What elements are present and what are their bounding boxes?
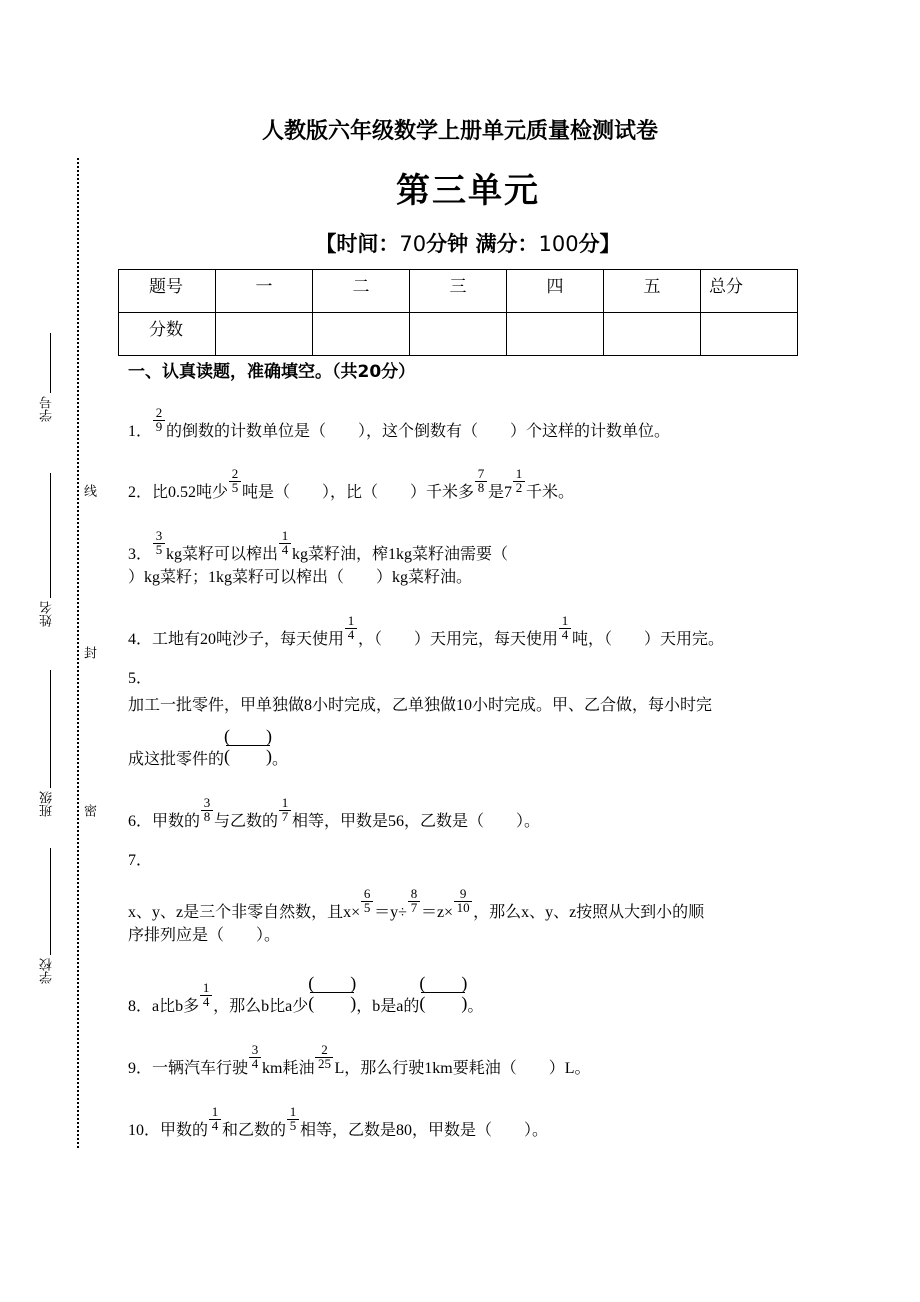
label-name: 姓名 <box>40 601 55 627</box>
unit-title: 第三单元 <box>396 171 540 211</box>
numerator: 3 <box>203 795 211 810</box>
denominator: 5 <box>155 542 163 557</box>
question-text: ，（ ）天用完，每天使用 <box>358 631 559 648</box>
header-cell: 二 <box>313 270 410 313</box>
question-9 <box>128 1042 591 1079</box>
score-cell[interactable] <box>701 313 798 356</box>
question-10 <box>128 1104 549 1141</box>
fraction <box>152 405 166 436</box>
question-text: L，那么行驶1km要耗油（ ）L。 <box>334 1060 591 1077</box>
fraction <box>474 466 488 497</box>
blank-fraction[interactable] <box>224 726 273 766</box>
header-cell: 三 <box>410 270 507 313</box>
numerator: 1 <box>281 528 289 543</box>
question-text: ，b是a的 <box>356 998 420 1015</box>
question-text: 吨是（ ），比（ ）千米多 <box>242 484 475 501</box>
fraction <box>314 1042 334 1073</box>
denominator: 4 <box>202 994 210 1009</box>
time-suffix: 分】 <box>578 232 621 256</box>
full-score: 100 <box>538 232 579 256</box>
question-text: 吨，（ ）天用完。 <box>572 631 725 648</box>
score-cell[interactable] <box>604 313 701 356</box>
question-number: 1． <box>128 423 153 440</box>
score-cell[interactable] <box>216 313 313 356</box>
label-school: 学校 <box>40 958 55 984</box>
numerator: 3 <box>251 1042 259 1057</box>
question-text: 千米。 <box>526 484 575 501</box>
question-text: 。 <box>467 998 484 1015</box>
question-text: 6．甲数的 <box>128 813 201 830</box>
question-text: 。 <box>272 751 289 768</box>
question-5-line-1: 加工一批零件，甲单独做8小时完成，乙单独做10小时完成。甲、乙合做，每小时完 <box>128 697 713 714</box>
question-text: ＝y÷ <box>374 904 407 921</box>
denominator: 9 <box>155 419 163 434</box>
denominator: 4 <box>251 1056 259 1071</box>
fraction <box>344 613 358 644</box>
time-minutes: 70 <box>399 232 427 256</box>
score-label-cell: 分数 <box>119 313 216 356</box>
fraction <box>248 1042 262 1073</box>
question-text: 2．比0.52吨少 <box>128 484 229 501</box>
numerator: 1 <box>347 613 355 628</box>
question-1 <box>128 405 671 442</box>
question-text: ，那么b比a少 <box>213 998 309 1015</box>
time-prefix: 【时间： <box>315 232 400 256</box>
blank-numerator: ( ) <box>419 973 468 993</box>
blank-fraction[interactable] <box>419 973 468 1013</box>
denominator: 25 <box>317 1056 331 1071</box>
section-heading: 一、认真读题，准确填空。（共20分） <box>128 362 416 382</box>
numerator: 3 <box>155 528 163 543</box>
header-cell: 一 <box>216 270 313 313</box>
time-score-info <box>0 228 920 258</box>
question-text: 和乙数的 <box>222 1122 287 1139</box>
denominator: 4 <box>211 1118 219 1133</box>
fraction <box>278 795 292 826</box>
question-text: 相等，甲数是56，乙数是（ ）。 <box>292 813 541 830</box>
question-text: 8．a比b多 <box>128 998 200 1015</box>
question-text: km耗油 <box>262 1060 315 1077</box>
question-7-line-2: 序排列应是（ ）。 <box>128 927 281 944</box>
seal-char-line: 线 <box>81 484 96 497</box>
numerator: 2 <box>231 466 239 481</box>
score-table <box>118 269 798 356</box>
numerator: 1 <box>202 980 210 995</box>
fraction <box>152 528 166 559</box>
blank-numerator: ( ) <box>224 726 273 746</box>
denominator: 8 <box>477 480 485 495</box>
question-8 <box>128 973 484 1017</box>
numerator: 1 <box>561 613 569 628</box>
question-5-line-2 <box>128 726 289 770</box>
denominator: 8 <box>203 809 211 824</box>
question-3 <box>128 528 509 565</box>
numerator: 1 <box>289 1104 297 1119</box>
class-line <box>50 670 51 788</box>
numerator: 8 <box>410 886 418 901</box>
fraction <box>407 886 421 917</box>
fraction <box>200 795 214 826</box>
blank-denominator: ( ) <box>224 746 273 766</box>
fraction <box>453 886 473 917</box>
question-3-line-2: ）kg菜籽；1kg菜籽可以榨出（ ）kg菜籽油。 <box>128 569 473 586</box>
fraction <box>208 1104 222 1135</box>
denominator: 4 <box>347 627 355 642</box>
numerator: 6 <box>363 886 371 901</box>
blank-numerator: ( ) <box>308 973 357 993</box>
blank-denominator: ( ) <box>308 993 357 1013</box>
fraction <box>558 613 572 644</box>
numerator: 1 <box>211 1104 219 1119</box>
header-cell: 五 <box>604 270 701 313</box>
fraction <box>228 466 242 497</box>
question-5-number: 5． <box>128 670 153 687</box>
score-table-header-row <box>119 270 798 313</box>
score-cell[interactable] <box>410 313 507 356</box>
fraction <box>512 466 526 497</box>
name-line <box>50 473 51 598</box>
question-text: kg菜籽油，榨1kg菜籽油需要（ <box>292 546 509 563</box>
question-number: 3． <box>128 546 153 563</box>
label-student-number: 学号 <box>40 396 55 422</box>
question-text: 9．一辆汽车行驶 <box>128 1060 249 1077</box>
fraction <box>199 980 213 1011</box>
question-text: 10．甲数的 <box>128 1122 209 1139</box>
question-text: ＝z× <box>420 904 454 921</box>
question-2 <box>128 466 575 503</box>
denominator: 5 <box>289 1118 297 1133</box>
fraction <box>360 886 374 917</box>
numerator: 1 <box>281 795 289 810</box>
question-text: x、y、z是三个非零自然数，且x× <box>128 904 361 921</box>
question-7-line-1 <box>128 886 705 923</box>
denominator: 5 <box>231 480 239 495</box>
school-line <box>50 848 51 955</box>
numerator: 1 <box>515 466 523 481</box>
denominator: 10 <box>456 900 470 915</box>
question-7-number: 7． <box>128 852 153 869</box>
denominator: 4 <box>561 627 569 642</box>
numerator: 7 <box>477 466 485 481</box>
score-cell[interactable] <box>507 313 604 356</box>
question-text: ，那么x、y、z按照从大到小的顺 <box>473 904 705 921</box>
question-text: 4．工地有20吨沙子，每天使用 <box>128 631 345 648</box>
seal-char-secret: 密 <box>81 804 96 817</box>
denominator: 2 <box>515 480 523 495</box>
blank-fraction[interactable] <box>308 973 357 1013</box>
numerator: 9 <box>459 886 467 901</box>
label-class: 班级 <box>40 791 55 817</box>
question-text: 相等，乙数是80，甲数是（ ）。 <box>300 1122 549 1139</box>
fraction <box>286 1104 300 1135</box>
question-text: 与乙数的 <box>214 813 279 830</box>
score-table-score-row <box>119 313 798 356</box>
question-text: 成这批零件的 <box>128 751 225 768</box>
blank-denominator: ( ) <box>419 993 468 1013</box>
question-text: 的倒数的计数单位是（ ），这个倒数有（ ）个这样的计数单位。 <box>166 423 671 440</box>
fraction <box>278 528 292 559</box>
denominator: 7 <box>281 809 289 824</box>
exam-title: 人教版六年级数学上册单元质量检测试卷 <box>261 118 658 143</box>
question-text: kg菜籽可以榨出 <box>166 546 279 563</box>
question-4 <box>128 613 725 650</box>
student-number-line <box>50 333 51 393</box>
score-cell[interactable] <box>313 313 410 356</box>
numerator: 2 <box>155 405 163 420</box>
numerator: 2 <box>321 1042 328 1057</box>
time-mid: 分钟 满分： <box>426 232 539 256</box>
denominator: 5 <box>363 900 371 915</box>
denominator: 4 <box>281 542 289 557</box>
denominator: 7 <box>410 900 418 915</box>
header-cell: 四 <box>507 270 604 313</box>
header-cell: 总分 <box>701 270 798 313</box>
question-text: 是7 <box>488 484 513 501</box>
question-6 <box>128 795 541 832</box>
header-cell: 题号 <box>119 270 216 313</box>
seal-char-seal: 封 <box>81 646 96 659</box>
